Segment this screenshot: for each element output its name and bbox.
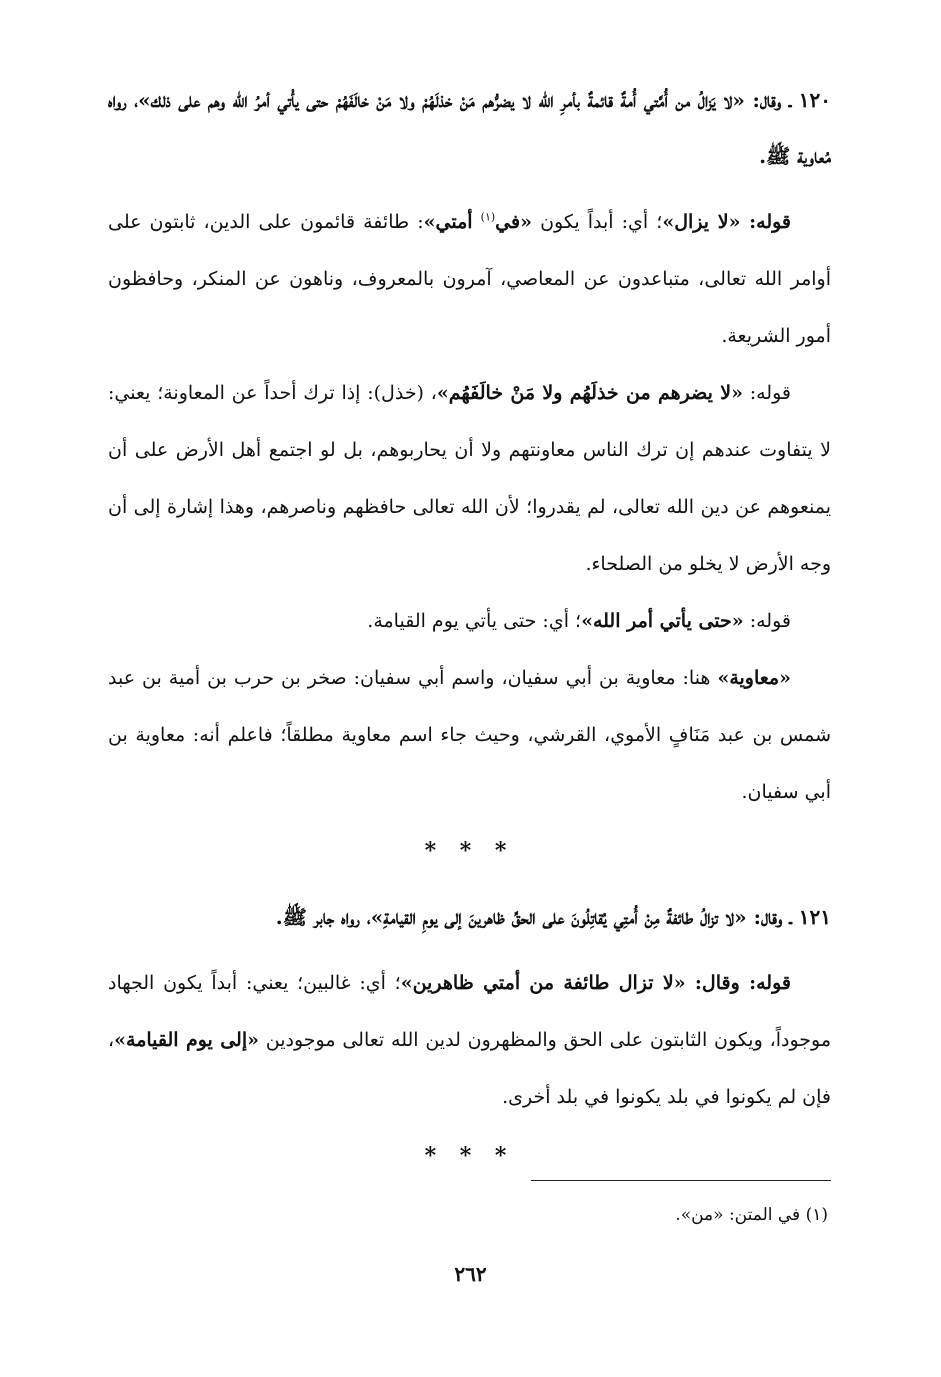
hadith-120: ١٢٠ ـ وقال: «لا يَزالُ من أُمَّتي أُمةٌ قائمةٌ بأمرِ الله لا يضرُّهم مَنْ خذلَهُمْ ولا مَنْ خالَفَهُمْ حتى يأْتي أمرُ الله وهم على ذلك»، رواه مُعاوية ﷺ. xyxy=(108,88,831,168)
quote-la-tazal: قوله: وقال: «لا تزال طائفة من أمتي ظاهرين» xyxy=(400,972,791,994)
text-segment: ، (خذل): إذا ترك أحداً عن المعاونة؛ يعني: لا يتفاوت عندهم إن ترك الناس معاونتهم ولا أن يحاربوهم، بل لو اجتمع أهل الأرض على أن يمنعوهم عن دين الله تعالى، لم يقدروا؛ لأن الله تعالى حافظهم وناصرهم، وهذا إشارة إلى أن وجه الأرض لا يخلو من الصلحاء. xyxy=(108,382,832,575)
quote-muawiya: «معاوية» xyxy=(717,667,791,689)
text-segment: ؛ أي: حتى يأتي يوم القيامة. xyxy=(367,610,582,632)
hadith-121: ١٢١ ـ وقال: «لا تزالُ طائفةٌ مِنْ أُمتِي يُقاتِلُونَ على الحقِّ ظاهرينَ إلى يومِ القيامةِ»، رواه جابر ﷺ. xyxy=(275,905,831,929)
quote-ummati: أمتي» xyxy=(423,211,473,233)
page-number: ٢٦٢ xyxy=(454,1262,487,1286)
explanation-121-paragraph-1 xyxy=(108,955,831,1126)
explanation-120-paragraph-2 xyxy=(108,365,831,593)
text-segment: : طائفة قائمون على الدين، ثابتون على أوامر الله تعالى، متباعدون عن المعاصي، آمرون بالمعروف، وناهون عن المنكر، وحافظون أمور الشريعة. xyxy=(108,211,831,347)
quote-hatta-yati: «حتى يأتي أمر الله» xyxy=(581,610,744,632)
explanation-120-paragraph-4 xyxy=(108,650,831,821)
quote-fi: «في xyxy=(495,211,532,233)
quote-la-yadurruhum: «لا يضرهم من خذلَهُم ولا مَنْ خالَفَهُم» xyxy=(436,382,743,404)
explanation-120-paragraph-3 xyxy=(108,593,831,650)
text-segment: ؛ أي: أبداً يكون xyxy=(540,211,663,233)
quote-la-yazal: قوله: «لا يزال» xyxy=(662,211,792,233)
text-segment: قوله: xyxy=(749,382,791,404)
footnote-divider xyxy=(531,1180,831,1181)
footnote-ref-1: (١) xyxy=(480,210,496,224)
text-segment: هنا: معاوية بن أبي سفيان، واسم أبي سفيان: صخر بن حرب بن أمية بن عبد شمس بن عبد مَنَافٍ الأموي، القرشي، وحيث جاء اسم معاوية مطلقاً؛ فاعلم أنه: معاوية بن أبي سفيان. xyxy=(108,667,831,803)
footnote: (١) في المتن: «من». xyxy=(675,1205,828,1225)
section-separator: * * * xyxy=(424,1143,515,1169)
page-content xyxy=(108,72,831,1194)
section-separator: * * * xyxy=(424,838,515,864)
explanation-120-paragraph-1 xyxy=(108,194,831,365)
text-segment: ؛ أي: غالبين؛ يعني: أبداً يكون الجهاد موجوداً، ويكون الثابتون على الحق والمظهرون لدين الله تعالى موجودين xyxy=(108,972,831,1051)
quote-ila-yawm-al-qiyama: «إلى يوم القيامة» xyxy=(114,1029,259,1051)
text-segment: ، فإن لم يكونوا في بلد يكونوا في بلد أخرى. xyxy=(108,1029,831,1108)
text-segment: قوله: xyxy=(749,610,791,632)
